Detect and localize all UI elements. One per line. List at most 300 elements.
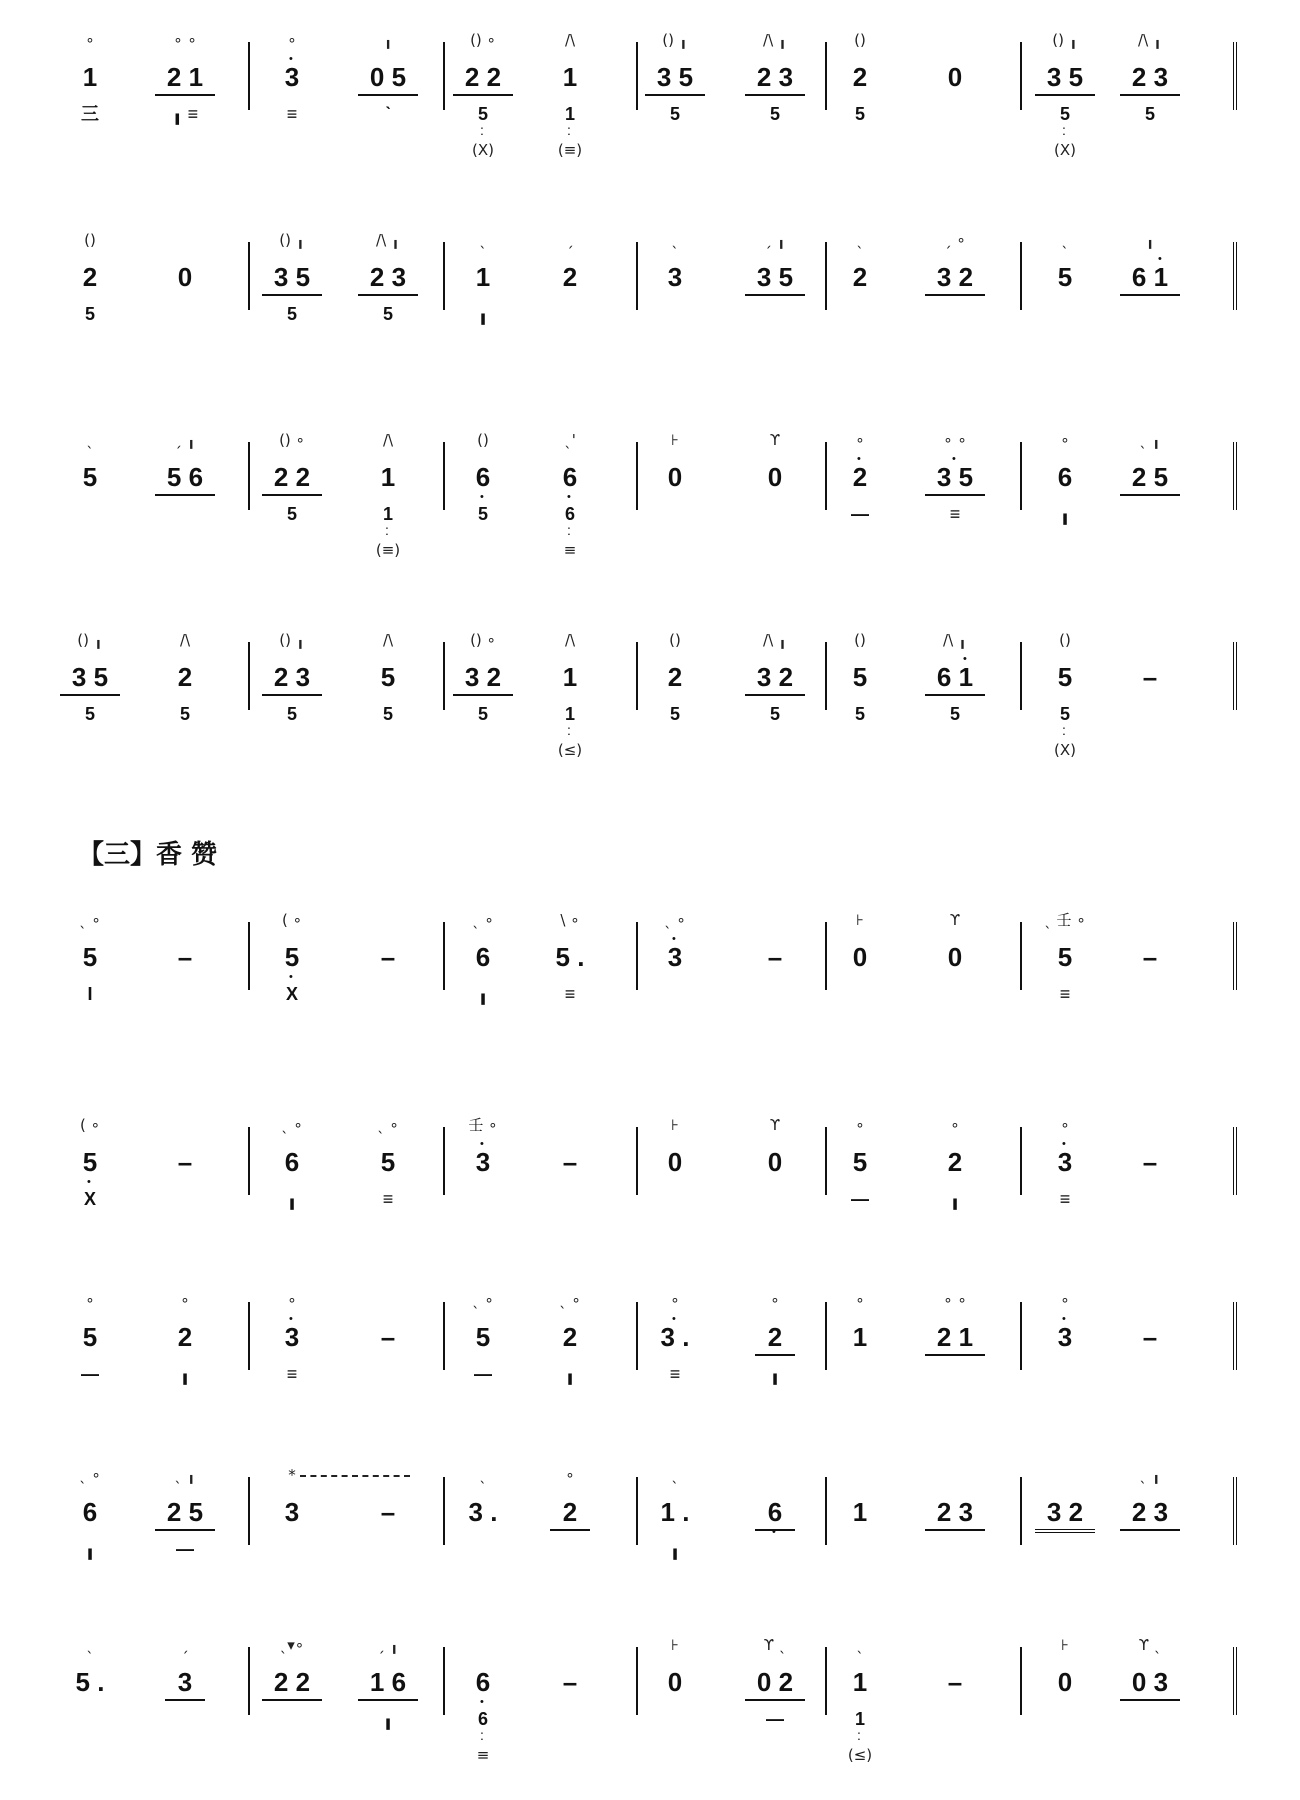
- bar-line: [636, 242, 638, 310]
- octave-high-dot: •: [857, 453, 861, 465]
- sub-mark: (≡): [557, 141, 583, 159]
- articulation-mark: (): [669, 631, 681, 649]
- accompaniment-note: —: [176, 1539, 194, 1559]
- accompaniment-note: 5: [382, 304, 393, 324]
- jianpu-note: 3: [284, 1497, 300, 1527]
- bar-line: [248, 242, 250, 310]
- jianpu-note: 3 .: [660, 1322, 690, 1352]
- articulation-mark: ╻: [1145, 231, 1155, 249]
- end-bar-line: [1233, 1302, 1237, 1370]
- articulation-mark: ∘: [287, 1291, 297, 1309]
- bar-line: [636, 442, 638, 510]
- bar-line: [1020, 1127, 1022, 1195]
- accompaniment-note: ≡: [669, 1364, 681, 1384]
- accompaniment-note: ╻: [286, 1189, 298, 1209]
- bar-line: [1020, 1477, 1022, 1545]
- accompaniment-note: —: [851, 1189, 869, 1209]
- articulation-mark: ˎ: [86, 431, 94, 449]
- articulation-mark: ˎ ∘: [472, 911, 494, 929]
- bar-line: [248, 922, 250, 990]
- articulation-mark: ⊦: [671, 1116, 679, 1134]
- articulation-mark: ∘: [670, 1291, 680, 1309]
- jianpu-note: 5: [82, 1322, 98, 1352]
- jianpu-note: 3: [284, 1322, 300, 1352]
- articulation-mark: ˏ: [566, 231, 574, 249]
- accompaniment-low-dot: :: [480, 1727, 484, 1743]
- articulation-mark: ⊦: [671, 1636, 679, 1654]
- articulation-mark: ⊦: [856, 911, 864, 929]
- jianpu-note: 1: [852, 1667, 868, 1697]
- articulation-mark: ˎ 壬 ∘: [1044, 911, 1086, 929]
- octave-low-dot: •: [87, 1176, 91, 1188]
- bar-line: [636, 42, 638, 110]
- end-bar-line: [1233, 1647, 1237, 1715]
- articulation-mark: ( ∘: [281, 911, 302, 929]
- articulation-mark: /\: [382, 431, 394, 449]
- bar-line: [443, 1302, 445, 1370]
- accompaniment-note: 5: [179, 704, 190, 724]
- bar-line: [825, 642, 827, 710]
- accompaniment-note: 6: [564, 504, 575, 524]
- octave-low-dot: •: [567, 491, 571, 503]
- octave-low-dot: •: [480, 1696, 484, 1708]
- octave-high-dot: •: [1062, 1138, 1066, 1150]
- jianpu-note: 0: [767, 1147, 783, 1177]
- end-bar-line: [1233, 642, 1237, 710]
- bar-line: [248, 642, 250, 710]
- accompaniment-note: 5: [84, 304, 95, 324]
- jianpu-note: 3: [1057, 1147, 1073, 1177]
- jianpu-note: 3 5: [60, 662, 120, 696]
- articulation-mark: ⊦: [671, 431, 679, 449]
- jianpu-note: 2 5: [1120, 462, 1180, 496]
- accompaniment-note: ≡: [949, 504, 961, 524]
- jianpu-note: 5: [852, 662, 868, 692]
- jianpu-note: 5: [82, 942, 98, 972]
- accompaniment-note: ╻: [564, 1364, 576, 1384]
- end-bar-line: [1233, 242, 1237, 310]
- articulation-mark: ϒ ˎ: [763, 1636, 787, 1654]
- jianpu-note: 2 5: [155, 1497, 215, 1531]
- accompaniment-note: 5: [769, 104, 780, 124]
- jianpu-note: 3 2: [1035, 1497, 1095, 1533]
- jianpu-note: 1: [82, 62, 98, 92]
- accompaniment-note: 5: [769, 704, 780, 724]
- articulation-mark: ˎ ╻: [1139, 1466, 1161, 1484]
- accompaniment-note: 1: [854, 1709, 865, 1729]
- sub-mark: (≡): [375, 541, 401, 559]
- end-bar-line: [1233, 442, 1237, 510]
- bar-line: [248, 1302, 250, 1370]
- articulation-mark: ˎ: [856, 1636, 864, 1654]
- articulation-mark: /\: [179, 631, 191, 649]
- jianpu-note: 0: [947, 62, 963, 92]
- jianpu-note: –: [177, 1147, 193, 1177]
- articulation-mark: ∘: [1060, 431, 1070, 449]
- accompaniment-low-dot: :: [385, 522, 389, 538]
- articulation-mark: ˎ ∘: [281, 1116, 303, 1134]
- bar-line: [443, 242, 445, 310]
- jianpu-note: 2: [562, 262, 578, 292]
- accompaniment-note: ≡: [1059, 984, 1071, 1004]
- bar-line: [443, 1647, 445, 1715]
- jianpu-note: 2 3: [1120, 1497, 1180, 1531]
- articulation-mark: ( ∘: [79, 1116, 100, 1134]
- jianpu-note: 1: [852, 1497, 868, 1527]
- jianpu-note: 5: [852, 1147, 868, 1177]
- jianpu-note: 5: [1057, 662, 1073, 692]
- accompaniment-note: ╻: [1059, 504, 1071, 524]
- octave-high-dot: •: [672, 933, 676, 945]
- jianpu-note: 2: [177, 1322, 193, 1352]
- jianpu-note: 2 1: [155, 62, 215, 96]
- jianpu-note: 6: [82, 1497, 98, 1527]
- jianpu-note: 1: [380, 462, 396, 492]
- octave-high-dot: •: [1158, 253, 1162, 265]
- articulation-mark: ∘: [565, 1466, 575, 1484]
- jianpu-note: 3 5: [745, 262, 805, 296]
- accompaniment-low-dot: :: [567, 522, 571, 538]
- jianpu-note: 0: [667, 1147, 683, 1177]
- jianpu-note: –: [1142, 942, 1158, 972]
- jianpu-note: 1 6: [358, 1667, 418, 1701]
- articulation-mark: ∘: [950, 1116, 960, 1134]
- jianpu-note: 0 3: [1120, 1667, 1180, 1701]
- articulation-mark: ˎ ∘: [79, 1466, 101, 1484]
- jianpu-note: 0: [1057, 1667, 1073, 1697]
- articulation-mark: () ∘: [470, 31, 496, 49]
- jianpu-note: 2 1: [925, 1322, 985, 1356]
- bar-line: [1020, 1302, 1022, 1370]
- octave-low-dot: •: [480, 491, 484, 503]
- dashed-tie-line: [300, 1475, 410, 1477]
- jianpu-note: –: [562, 1667, 578, 1697]
- accompaniment-note: ╻: [477, 984, 489, 1004]
- jianpu-note: 5: [475, 1322, 491, 1352]
- articulation-mark: ˏ ╻: [377, 1636, 399, 1654]
- bar-line: [443, 922, 445, 990]
- accompaniment-note: ≡: [564, 984, 576, 1004]
- articulation-mark: /\ ╻: [376, 231, 400, 249]
- bar-line: [825, 42, 827, 110]
- octave-low-dot: •: [772, 1526, 776, 1538]
- accompaniment-note: ╻: [382, 1709, 394, 1729]
- bar-line: [248, 1647, 250, 1715]
- jianpu-note: 3: [1057, 1322, 1073, 1352]
- octave-high-dot: •: [1062, 1313, 1066, 1325]
- end-bar-line: [1233, 1477, 1237, 1545]
- articulation-mark: ∘: [1060, 1116, 1070, 1134]
- articulation-mark: ∘ ∘: [173, 31, 197, 49]
- articulation-mark: ˎ: [479, 231, 487, 249]
- bar-line: [636, 1302, 638, 1370]
- bar-line: [1020, 242, 1022, 310]
- jianpu-note: –: [1142, 662, 1158, 692]
- jianpu-note: 2 3: [358, 262, 418, 296]
- jianpu-note: 6: [475, 942, 491, 972]
- jianpu-note: 2: [177, 662, 193, 692]
- jianpu-note: 6: [755, 1497, 795, 1531]
- jianpu-note: –: [380, 942, 396, 972]
- bar-line: [825, 442, 827, 510]
- jianpu-note: 5: [284, 942, 300, 972]
- jianpu-note: 6 1: [925, 662, 985, 696]
- articulation-mark: (): [1059, 631, 1071, 649]
- jianpu-note: 6: [1057, 462, 1073, 492]
- accompaniment-note: ╻: [84, 1539, 96, 1559]
- articulation-mark: ˎ ∘: [377, 1116, 399, 1134]
- jianpu-note: 2 3: [1120, 62, 1180, 96]
- jianpu-note: 5: [380, 1147, 396, 1177]
- articulation-mark: ˎ: [479, 1466, 487, 1484]
- accompaniment-note: 5: [382, 704, 393, 724]
- articulation-mark: ∘: [855, 1291, 865, 1309]
- articulation-mark: ˎ': [564, 431, 576, 449]
- jianpu-note: 2: [755, 1322, 795, 1356]
- jianpu-note: 2: [947, 1147, 963, 1177]
- bar-line: [1020, 922, 1022, 990]
- bar-line: [1020, 1647, 1022, 1715]
- articulation-mark: () ∘: [279, 431, 305, 449]
- jianpu-note: 2 2: [262, 1667, 322, 1701]
- jianpu-note: 0: [667, 462, 683, 492]
- bar-line: [636, 922, 638, 990]
- end-bar-line: [1233, 922, 1237, 990]
- jianpu-note: 2 3: [745, 62, 805, 96]
- articulation-mark: () ╻: [662, 31, 688, 49]
- jianpu-note: 6: [475, 1667, 491, 1697]
- articulation-mark: () ∘: [470, 631, 496, 649]
- accompaniment-note: 5: [854, 704, 865, 724]
- articulation-mark: ˎ: [671, 231, 679, 249]
- bar-line: [636, 642, 638, 710]
- accompaniment-note: 5: [1059, 104, 1070, 124]
- accompaniment-low-dot: :: [567, 122, 571, 138]
- octave-high-dot: •: [672, 1313, 676, 1325]
- accompaniment-note: ≡: [286, 1364, 298, 1384]
- jianpu-note: 2: [562, 1322, 578, 1352]
- articulation-mark: ∘ ∘: [943, 431, 967, 449]
- jianpu-note: 1: [562, 662, 578, 692]
- bar-line: [825, 1647, 827, 1715]
- accompaniment-note: 5: [1144, 104, 1155, 124]
- articulation-mark: ∘: [855, 1116, 865, 1134]
- jianpu-note: 3 5: [645, 62, 705, 96]
- jianpu-note: 0: [177, 262, 193, 292]
- jianpu-note: 6: [284, 1147, 300, 1177]
- articulation-mark: ⊦: [1061, 1636, 1069, 1654]
- accompaniment-note: I: [87, 984, 93, 1004]
- articulation-mark: ∘ ∘: [943, 1291, 967, 1309]
- jianpu-note: 2 3: [262, 662, 322, 696]
- jianpu-note: 2 3: [925, 1497, 985, 1531]
- jianpu-note: 0 5: [358, 62, 418, 96]
- articulation-mark: ϒ: [769, 1116, 781, 1134]
- accompaniment-note: 5: [286, 304, 297, 324]
- articulation-mark: /\ ╻: [763, 631, 787, 649]
- jianpu-note: 2: [550, 1497, 590, 1531]
- octave-high-dot: •: [289, 53, 293, 65]
- accompaniment-low-dot: :: [1062, 122, 1066, 138]
- articulation-mark: ˏ ∘: [944, 231, 966, 249]
- accompaniment-note: ≡: [1059, 1189, 1071, 1209]
- sub-mark: (X): [1054, 141, 1076, 159]
- jianpu-note: 0: [767, 462, 783, 492]
- jianpu-note: 5: [1057, 942, 1073, 972]
- accompaniment-note: —: [766, 1709, 784, 1729]
- bar-line: [636, 1647, 638, 1715]
- accompaniment-note: 5: [477, 704, 488, 724]
- accompaniment-note: 1: [564, 704, 575, 724]
- accompaniment-low-dot: :: [1062, 722, 1066, 738]
- accompaniment-note: 1: [564, 104, 575, 124]
- jianpu-note: 3 5: [1035, 62, 1095, 96]
- articulation-mark: ∘: [770, 1291, 780, 1309]
- bar-line: [443, 1127, 445, 1195]
- articulation-mark: ∘: [180, 1291, 190, 1309]
- accompaniment-note: 5: [477, 504, 488, 524]
- bar-line: [825, 922, 827, 990]
- jianpu-note: –: [1142, 1147, 1158, 1177]
- articulation-mark: () ╻: [279, 631, 305, 649]
- articulation-mark: ˎ ∘: [79, 911, 101, 929]
- jianpu-note: 3: [667, 942, 683, 972]
- bar-line: [248, 42, 250, 110]
- jianpu-note: 5 .: [555, 942, 585, 972]
- articulation-mark: /\: [564, 631, 576, 649]
- jianpu-note: –: [1142, 1322, 1158, 1352]
- articulation-mark: ∘: [855, 431, 865, 449]
- jianpu-note: 2: [852, 462, 868, 492]
- bar-line: [443, 642, 445, 710]
- jianpu-note: 3 2: [453, 662, 513, 696]
- articulation-mark: ˎ: [1061, 231, 1069, 249]
- jianpu-note: 1: [852, 1322, 868, 1352]
- accompaniment-note: ≡: [286, 104, 298, 124]
- bar-line: [443, 42, 445, 110]
- articulation-mark: /\ ╻: [763, 31, 787, 49]
- jianpu-note: 3: [667, 262, 683, 292]
- jianpu-note: 3: [284, 62, 300, 92]
- articulation-mark: ∘: [85, 31, 95, 49]
- bar-line: [443, 442, 445, 510]
- accompaniment-note: 三: [81, 104, 99, 124]
- jianpu-note: 6: [562, 462, 578, 492]
- bar-line: [636, 1127, 638, 1195]
- accompaniment-note: 5: [1059, 704, 1070, 724]
- jianpu-note: 3: [475, 1147, 491, 1177]
- accompaniment-note: ╻: [179, 1364, 191, 1384]
- octave-high-dot: •: [289, 1313, 293, 1325]
- sub-mark: ≡: [563, 541, 577, 559]
- accompaniment-note: 6: [477, 1709, 488, 1729]
- jianpu-note: 1: [562, 62, 578, 92]
- jianpu-note: 2: [667, 662, 683, 692]
- bar-line: [1020, 442, 1022, 510]
- accompaniment-note: 5: [84, 704, 95, 724]
- end-bar-line: [1233, 42, 1237, 110]
- accompaniment-note: 5: [286, 504, 297, 524]
- bar-line: [825, 242, 827, 310]
- articulation-mark: ∘: [287, 31, 297, 49]
- accompaniment-note: 5: [854, 104, 865, 124]
- jianpu-note: 3 5: [925, 462, 985, 496]
- accompaniment-low-dot: :: [567, 722, 571, 738]
- articulation-mark: ˏ: [181, 1636, 189, 1654]
- bar-line: [248, 1477, 250, 1545]
- articulation-mark: ˎ: [856, 231, 864, 249]
- articulation-mark: /\ ╻: [1138, 31, 1162, 49]
- bar-line: [1020, 42, 1022, 110]
- jianpu-note: 1 .: [660, 1497, 690, 1527]
- sub-mark: (≤): [557, 741, 583, 759]
- jianpu-note: 3: [165, 1667, 205, 1701]
- jianpu-note: 5: [82, 462, 98, 492]
- jianpu-note: 3 2: [745, 662, 805, 696]
- accompaniment-low-dot: :: [480, 122, 484, 138]
- accompaniment-note: ╻ ≡: [171, 104, 199, 124]
- articulation-mark: ˎ ∘: [472, 1291, 494, 1309]
- articulation-mark: ϒ ˎ: [1138, 1636, 1162, 1654]
- accompaniment-note: X: [83, 1189, 96, 1209]
- articulation-mark: ˎ ╻: [174, 1466, 196, 1484]
- accompaniment-note: 5: [949, 704, 960, 724]
- articulation-mark: /\: [382, 631, 394, 649]
- articulation-mark: ϒ: [949, 911, 961, 929]
- accompaniment-note: —: [851, 504, 869, 524]
- jianpu-note: –: [767, 942, 783, 972]
- jianpu-note: 2: [852, 262, 868, 292]
- sub-mark: (X): [1054, 741, 1076, 759]
- articulation-mark: () ╻: [1052, 31, 1078, 49]
- bar-line: [825, 1477, 827, 1545]
- articulation-mark: ˎ ∘: [664, 911, 686, 929]
- articulation-mark: () ╻: [279, 231, 305, 249]
- jianpu-note: –: [947, 1667, 963, 1697]
- jianpu-note: 5 6: [155, 462, 215, 496]
- accompaniment-note: ╻: [769, 1364, 781, 1384]
- jianpu-note: 3 5: [262, 262, 322, 296]
- accompaniment-note: ╻: [477, 304, 489, 324]
- bar-line: [825, 1127, 827, 1195]
- jianpu-note: 1: [475, 262, 491, 292]
- accompaniment-note: ≡: [382, 1189, 394, 1209]
- accompaniment-note: ╻: [949, 1189, 961, 1209]
- articulation-mark: 壬 ∘: [468, 1116, 498, 1134]
- jianpu-note: 5 .: [75, 1667, 105, 1697]
- jianpu-note: 3 .: [468, 1497, 498, 1527]
- accompaniment-note: 5: [669, 104, 680, 124]
- jianpu-note: 2 2: [262, 462, 322, 496]
- bar-line: [443, 1477, 445, 1545]
- jianpu-note: 5: [380, 662, 396, 692]
- accompaniment-note: —: [474, 1364, 492, 1384]
- jianpu-note: 3 2: [925, 262, 985, 296]
- jianpu-note: 0 2: [745, 1667, 805, 1701]
- accompaniment-note: ˋ: [385, 104, 391, 124]
- octave-high-dot: •: [952, 453, 956, 465]
- articulation-mark: ˎ: [86, 1636, 94, 1654]
- sub-mark: (X): [472, 141, 494, 159]
- octave-low-dot: •: [289, 971, 293, 983]
- accompaniment-note: X: [285, 984, 298, 1004]
- articulation-mark: ˎ ∘: [559, 1291, 581, 1309]
- articulation-mark: ╻: [383, 31, 393, 49]
- accompaniment-note: —: [81, 1364, 99, 1384]
- articulation-mark: ∘: [1060, 1291, 1070, 1309]
- bar-line: [1020, 642, 1022, 710]
- section-title: 【三】香 赞: [78, 840, 218, 870]
